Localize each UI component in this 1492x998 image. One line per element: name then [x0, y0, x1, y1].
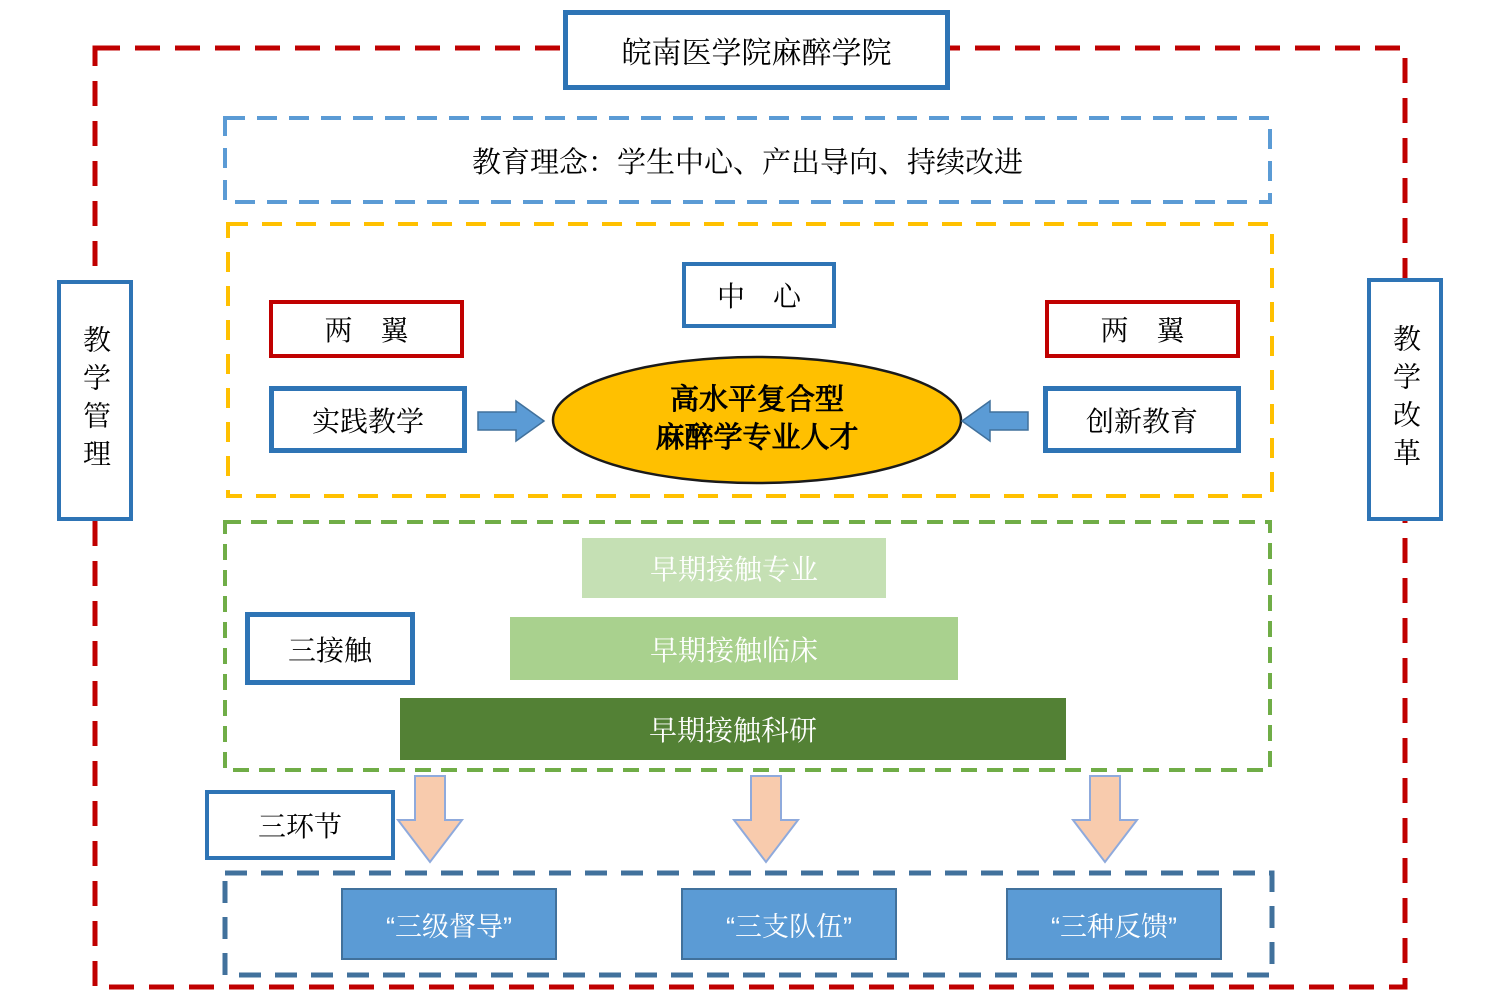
contact-bar-major-label: 早期接触专业 [649, 554, 818, 585]
arrow-down-right-icon [1073, 776, 1137, 862]
main-title: 皖南医学院麻醉学院 [621, 37, 892, 70]
practice-teaching-box [269, 386, 467, 453]
three-links-label-box [205, 790, 395, 860]
right-wing-box [1045, 300, 1240, 358]
philosophy-text-row [225, 118, 1270, 202]
side-box-teaching-management [57, 280, 133, 521]
result-feedback-label: “三种反馈” [1051, 911, 1177, 942]
contact-bar-clinical [510, 617, 958, 680]
main-title-box [563, 10, 950, 90]
side-label-teaching-management: 教学管理 [80, 324, 111, 477]
result-box-supervision [341, 888, 557, 960]
center-label: 中 心 [716, 281, 801, 312]
arrow-left-icon [962, 401, 1028, 441]
arrow-right-icon [478, 401, 544, 441]
three-links-label: 三环节 [257, 811, 342, 842]
left-wing-box [269, 300, 464, 358]
result-teams-label: “三支队伍” [726, 911, 852, 942]
contact-bar-major [582, 538, 886, 598]
practice-teaching-label: 实践教学 [311, 405, 424, 437]
goal-ellipse-text [553, 357, 961, 483]
three-contacts-label-box [245, 612, 415, 685]
result-box-teams [681, 888, 897, 960]
side-label-teaching-reform: 教学改革 [1390, 323, 1421, 476]
contact-bar-clinical-label: 早期接触临床 [649, 634, 818, 666]
arrow-down-middle-icon [734, 776, 798, 862]
result-supervision-label: “三级督导” [386, 911, 512, 942]
goal-line2: 麻醉学专业人才 [655, 422, 859, 454]
three-contacts-label: 三接触 [287, 634, 372, 666]
goal-line1: 高水平复合型 [669, 384, 844, 417]
side-box-teaching-reform [1367, 278, 1443, 521]
contact-bar-research [400, 698, 1066, 760]
right-wing-label: 两 翼 [1100, 315, 1185, 346]
contact-bar-research-label: 早期接触科研 [648, 715, 817, 746]
philosophy-text: 教育理念：学生中心、产出导向、持续改进 [471, 146, 1023, 179]
arrow-down-left-icon [398, 776, 462, 862]
result-box-feedback [1006, 888, 1222, 960]
center-label-box [682, 262, 836, 328]
innovation-education-label: 创新教育 [1085, 405, 1198, 437]
innovation-education-box [1043, 386, 1241, 453]
left-wing-label: 两 翼 [324, 315, 409, 346]
